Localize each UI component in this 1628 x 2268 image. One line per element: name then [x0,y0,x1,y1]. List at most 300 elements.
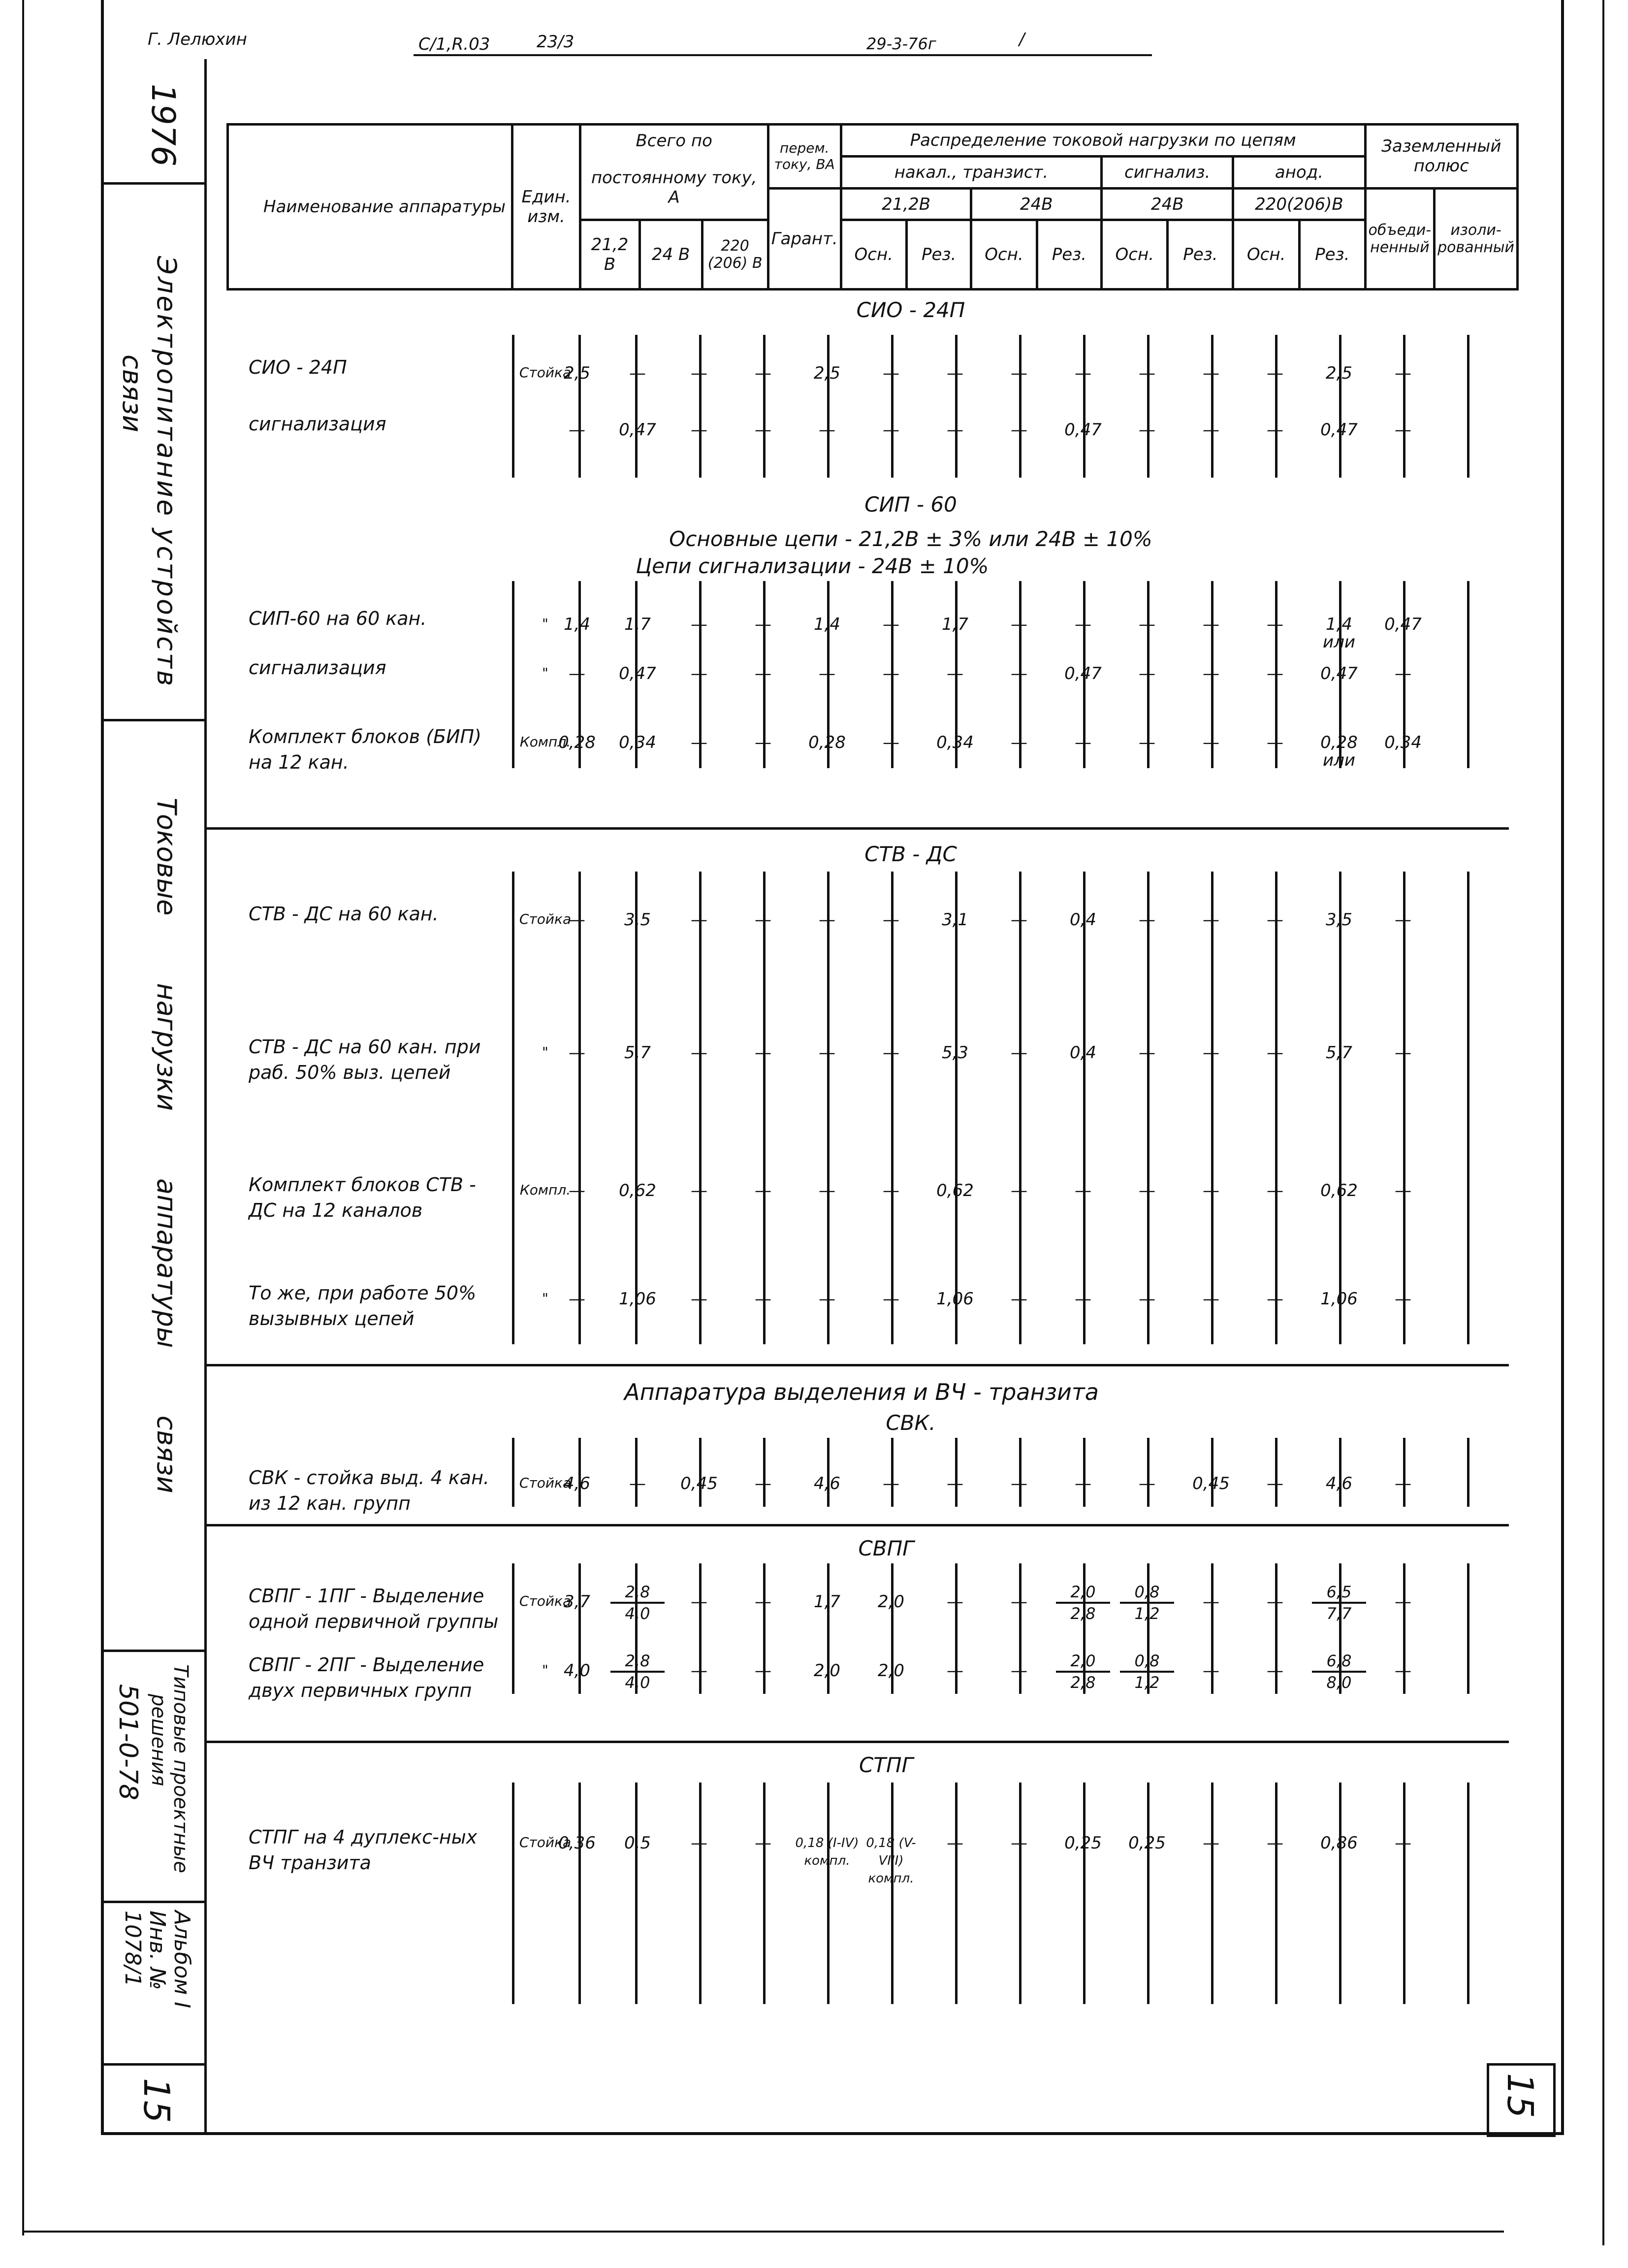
fraction-numerator: 2,0 [1056,1651,1110,1673]
row-value: — [755,1661,771,1681]
row-value: — [629,1474,646,1493]
row-value: — [1011,1289,1027,1309]
row-value: 0,62 [619,1181,656,1200]
column-line [1339,872,1341,1344]
fraction-denominator: 4,0 [625,1673,650,1692]
row-value-fraction [1120,1651,1174,1692]
fraction-numerator: 2,0 [1056,1582,1110,1604]
row-value: 4,0 [563,1661,591,1681]
row-value: — [947,1661,963,1681]
row-value: 0,62 [1320,1181,1358,1200]
row-value: — [1139,1043,1155,1063]
row-value: — [1139,910,1155,930]
row-value-fraction [1056,1582,1110,1623]
header-dist: Распределение токовой нагрузки по цепям [841,125,1365,157]
row-value: — [1011,1474,1027,1493]
header-ground: Заземленный полюс [1365,125,1517,189]
row-value: — [883,420,899,440]
column-line [1403,1438,1405,1507]
fraction-numerator: 2,8 [610,1582,665,1604]
sidebar-sep-5 [101,2063,207,2066]
row-unit: " [542,616,548,632]
column-line [763,335,766,478]
row-value: — [1203,1181,1219,1200]
header-heat-24: 24В [971,188,1102,220]
row-value: — [1395,1289,1411,1309]
row-value-fraction [1056,1651,1110,1692]
row-value: 2,5 [1325,363,1353,383]
row-value: — [691,420,707,440]
row-value: — [1203,1043,1219,1063]
column-line [891,335,894,478]
column-line [1403,335,1405,478]
row-unit: Компл. [519,734,571,750]
row-value: — [691,1181,707,1200]
row-value: 1,7 [813,1592,841,1612]
row-value: 0,45 [680,1474,718,1493]
column-line [827,1782,830,2004]
column-line [891,1438,894,1507]
sidebar-project-2: решения [147,1694,170,1786]
row-value: — [691,1833,707,1853]
column-line [827,1438,830,1507]
row-unit: Компл. [519,1182,571,1198]
row-value: — [1395,1592,1411,1612]
row-value: — [883,363,899,383]
column-line [1339,335,1341,478]
row-name: сигнализация [249,657,386,679]
row-value: — [755,1289,771,1309]
row-value: — [819,910,835,930]
column-line [1019,872,1021,1344]
column-line [699,335,702,478]
row-unit: Стойка [519,1834,572,1850]
header-dc: постоянному току, А [580,156,768,220]
header-rez-4: Рез. [1300,220,1366,290]
sidebar-sep-1 [101,182,207,185]
section-divider [207,827,1509,830]
row-value: — [1267,733,1283,752]
header-rez-1: Рез. [906,220,971,290]
row-value: — [755,420,771,440]
row-value: — [1395,1833,1411,1853]
header-anode-220: 220(206)В [1233,188,1365,220]
row-value: — [883,664,899,683]
row-value: — [883,1043,899,1063]
row-value: — [1267,910,1283,930]
header-name: Наименование аппаратуры [228,125,512,290]
row-value: 2,0 [877,1592,905,1612]
column-line [635,1782,638,2004]
row-value: — [1203,910,1219,930]
row-value: — [1139,1474,1155,1493]
row-value: — [1011,1181,1027,1200]
fraction-numerator: 6,5 [1312,1582,1366,1604]
row-value: — [691,1661,707,1681]
column-line [578,1782,581,2004]
sidebar-year: 1976 [144,84,182,166]
sidebar-divider [204,59,207,2132]
row-value: — [883,1181,899,1200]
column-line [1019,335,1021,478]
stamp-cell-5: / [1019,30,1025,49]
row-value: — [569,420,585,440]
row-value: — [1203,615,1219,634]
row-value: — [1267,363,1283,383]
section-title-stpg: СТПГ [859,1753,913,1777]
row-value: 2,5 [813,363,841,383]
row-value: — [883,910,899,930]
header-osn-1: Осн. [841,220,906,290]
row-value: — [819,420,835,440]
row-value: 0,34 [936,733,974,752]
row-value: — [1395,910,1411,930]
row-value: — [819,1289,835,1309]
sidebar-sep-3 [101,1650,207,1652]
column-line [763,872,766,1344]
column-line [1211,1438,1213,1507]
section-note-sip-1: Основные цепи - 21,2В ± 3% или 24В ± 10% [669,527,1152,551]
column-line [1211,1782,1213,2004]
column-line [1147,335,1149,478]
row-value: 0,28 [558,733,596,752]
row-value: — [755,664,771,683]
column-line [1467,1438,1469,1507]
row-value: — [755,363,771,383]
header-ac: перем. току, ВА [768,125,841,189]
row-value: — [1267,1181,1283,1200]
row-value: — [1395,1661,1411,1681]
row-value: — [1395,420,1411,440]
header-table [226,123,1519,291]
row-value: 0,25 [1128,1833,1166,1853]
header-unit: Един. изм. [512,125,580,290]
header-osn-3: Осн. [1102,220,1168,290]
column-line [1083,335,1085,478]
row-value: — [1011,1833,1027,1853]
section-divider [207,1741,1509,1743]
row-value: — [629,363,646,383]
row-value: — [755,1043,771,1063]
column-line [578,872,581,1344]
row-value: — [1395,664,1411,683]
row-value: — [755,1592,771,1612]
row-value: — [819,1043,835,1063]
row-value: — [1011,733,1027,752]
row-value: — [755,910,771,930]
row-value: 2,0 [877,1661,905,1681]
sidebar-album-inv: 1078/1 [120,1911,145,1987]
column-line [1211,335,1213,478]
row-value: 5,7 [1325,1043,1353,1063]
row-name: сигнализация [249,413,386,435]
row-value: 0,28 [808,733,846,752]
column-line [955,872,958,1344]
sidebar-album-1: Альбом I [169,1911,194,2009]
row-value: — [883,1289,899,1309]
row-value: 3,1 [941,910,969,930]
section-title-svpg: СВПГ [858,1536,914,1560]
sidebar-sep-2 [101,719,207,721]
section-title-app: Аппаратура выделения и ВЧ - транзита [624,1379,1099,1405]
row-value: 1,06 [619,1289,656,1309]
row-value: — [755,615,771,634]
column-line [578,1438,581,1507]
row-value: — [1267,420,1283,440]
sidebar-sheet: 15 [136,2078,177,2123]
column-line [1467,872,1469,1344]
sidebar-project-1: Типовые проектные [169,1664,192,1873]
stamp-cell-4: 29-3-76г [866,34,936,53]
fraction-numerator: 6,8 [1312,1651,1366,1673]
row-value: — [755,1833,771,1853]
header-heat: накал., транзист. [841,156,1101,188]
row-value: — [1267,615,1283,634]
column-line [1467,581,1469,768]
row-value: — [1011,363,1027,383]
row-value: 0,47 [619,664,656,683]
column-line [1083,872,1085,1344]
row-value: — [1203,1661,1219,1681]
column-line [763,1438,766,1507]
fraction-denominator: 7,7 [1326,1604,1352,1623]
row-unit: " [542,1044,548,1060]
row-value: — [947,1592,963,1612]
header-dc-21: 21,2 В [580,220,639,290]
row-value: 0,86 [1320,1833,1358,1853]
row-value: — [1139,1181,1155,1200]
header-ground-iso: изоли-рованный [1435,188,1518,289]
row-unit: Стойка [519,1475,572,1491]
row-value: 1,7 [941,615,969,634]
row-value: — [1075,363,1091,383]
row-value: — [883,733,899,752]
row-name: СТВ - ДС на 60 кан. [249,903,439,925]
row-value: 0,47 [1064,420,1102,440]
row-value: — [1395,1181,1411,1200]
row-name: СИО - 24П [249,356,347,378]
header-dc-220: 220 (206) В [702,220,768,290]
header-osn-4: Осн. [1233,220,1300,290]
row-value: — [691,1592,707,1612]
row-value: — [1075,1474,1091,1493]
row-value: 0,28 или [1320,733,1358,770]
sidebar-subtitle: Токовые нагрузки аппаратуры связи [151,798,182,1493]
row-value: — [883,615,899,634]
fraction-denominator: 2,8 [1070,1673,1096,1692]
row-value: — [1011,1592,1027,1612]
row-value: — [569,1289,585,1309]
row-unit: Стойка [519,364,572,381]
row-value: — [1203,1289,1219,1309]
row-value: — [755,1181,771,1200]
header-ground-joint: объеди-ненный [1365,188,1435,289]
row-unit: " [542,1662,548,1678]
row-value: — [1011,420,1027,440]
row-value: 4,6 [813,1474,841,1493]
row-value: — [1139,420,1155,440]
row-value: — [1139,664,1155,683]
row-value: — [947,363,963,383]
row-value: 0,62 [936,1181,974,1200]
row-unit: " [542,1290,548,1306]
column-line [1147,872,1149,1344]
header-anode: анод. [1233,156,1365,188]
column-line [827,872,830,1344]
column-line [699,1782,702,2004]
fraction-numerator: 0,8 [1120,1651,1174,1673]
row-name: СВПГ - 2ПГ - Выделение двух первичных групп [249,1654,484,1701]
row-value: — [569,1043,585,1063]
row-value: 0,18 (V-VIII) компл. [866,1836,916,1886]
row-value: 5,3 [941,1043,969,1063]
fraction-denominator: 1,2 [1134,1604,1160,1623]
column-line [955,1438,958,1507]
header-heat-21: 21,2В [841,188,971,220]
header-signal: сигнализ. [1102,156,1233,188]
section-title-sio: СИО - 24П [856,298,965,322]
row-value-fraction [1312,1582,1366,1623]
row-value: 2,5 [563,363,591,383]
row-value: — [569,664,585,683]
column-line [1467,1782,1469,2004]
row-value: — [819,664,835,683]
sidebar-sep-4 [101,1901,207,1903]
sidebar-project-code: 501-0-78 [113,1684,143,1801]
row-value: — [1011,1661,1027,1681]
row-name: То же, при работе 50% вызывных цепей [249,1282,477,1329]
row-value: — [1203,1592,1219,1612]
row-value: — [755,733,771,752]
row-value: — [1203,664,1219,683]
row-value: 1,4 или [1323,615,1355,652]
fraction-denominator: 2,8 [1070,1604,1096,1623]
row-value: — [947,664,963,683]
header-rez-2: Рез. [1037,220,1102,290]
row-value: 2,0 [813,1661,841,1681]
right-margin-line [1602,0,1604,2245]
column-line [763,1782,766,2004]
row-value: — [691,733,707,752]
column-line [1019,1438,1021,1507]
row-value: 0,25 [1064,1833,1102,1853]
row-value: 3,5 [624,910,651,930]
stamp-cell-2: 23/3 [537,32,575,52]
row-value: 0,5 [624,1833,651,1853]
row-value: 0,47 [1320,664,1358,683]
row-value: — [691,1043,707,1063]
row-value: — [1395,1043,1411,1063]
column-line [1275,335,1277,478]
fraction-denominator: 1,2 [1134,1673,1160,1692]
fraction-numerator: 0,8 [1120,1582,1174,1604]
row-name: СВК - стойка выд. 4 кан. из 12 кан. групп [249,1467,489,1514]
column-line [1147,1438,1149,1507]
row-value: — [1139,733,1155,752]
row-value: 4,6 [1325,1474,1353,1493]
row-value: — [1267,1592,1283,1612]
column-line [955,335,958,478]
section-title-stv: СТВ - ДС [864,842,957,866]
row-value: — [1139,1289,1155,1309]
row-value: — [1267,1474,1283,1493]
row-value: — [1011,615,1027,634]
column-line [1275,1438,1277,1507]
header-osn-2: Осн. [971,220,1037,290]
row-value: — [1395,1474,1411,1493]
row-value: — [1203,363,1219,383]
column-line [1211,872,1213,1344]
column-line [891,1782,894,2004]
row-value-fraction [610,1651,665,1692]
left-margin-line [22,0,24,2236]
row-value: 0,4 [1069,1043,1097,1063]
page-number: 15 [1500,2073,1541,2118]
row-name: Комплект блоков СТВ - ДС на 12 каналов [249,1174,476,1221]
row-value: 0,47 [1384,615,1422,634]
row-value: 4,6 [563,1474,591,1493]
row-name: СИП-60 на 60 кан. [249,608,427,629]
column-line [512,335,514,478]
section-divider [207,1524,1509,1526]
row-value: — [755,1474,771,1493]
row-unit: Стойка [519,1593,572,1609]
column-line [512,1782,514,2004]
header-ac-sub: Гарант. [768,188,841,289]
section-divider [207,1364,1509,1366]
row-value: — [1075,1181,1091,1200]
row-value: 0,4 [1069,910,1097,930]
row-value: — [1139,363,1155,383]
column-line [1275,872,1277,1344]
section-note-sip-2: Цепи сигнализации - 24В ± 10% [636,554,989,578]
row-value: — [947,420,963,440]
row-value: 1,06 [1320,1289,1358,1309]
column-line [1019,1782,1021,2004]
fraction-denominator: 8,0 [1326,1673,1352,1692]
row-value: — [1395,363,1411,383]
column-line [635,1438,638,1507]
row-value-fraction [1312,1651,1366,1692]
row-value: — [1267,1833,1283,1853]
row-value: 3,5 [1325,910,1353,930]
row-value: — [569,910,585,930]
row-value: — [691,664,707,683]
column-line [1339,1782,1341,2004]
sidebar-title-1: Электропитание устройств [151,256,182,688]
row-value-fraction [1120,1582,1174,1623]
row-value: — [883,1474,899,1493]
column-line [512,872,514,1344]
column-line [891,872,894,1344]
row-value: 3,7 [563,1592,591,1612]
column-line [1083,1782,1085,2004]
stamp-line [414,54,1152,56]
row-value: 5,7 [624,1043,651,1063]
row-value: 0,34 [619,733,656,752]
column-line [699,872,702,1344]
row-value: — [947,1474,963,1493]
sidebar-title-2: связи [117,355,148,432]
column-line [827,335,830,478]
row-unit: Стойка [519,911,572,927]
fraction-numerator: 2,8 [610,1651,665,1673]
row-name: СВПГ - 1ПГ - Выделение одной первичной группы [249,1585,499,1632]
column-line [1275,1782,1277,2004]
stamp-name: Г. Лелюхин [148,30,247,49]
row-value: — [1011,664,1027,683]
section-sub-svk: СВК. [886,1411,936,1435]
